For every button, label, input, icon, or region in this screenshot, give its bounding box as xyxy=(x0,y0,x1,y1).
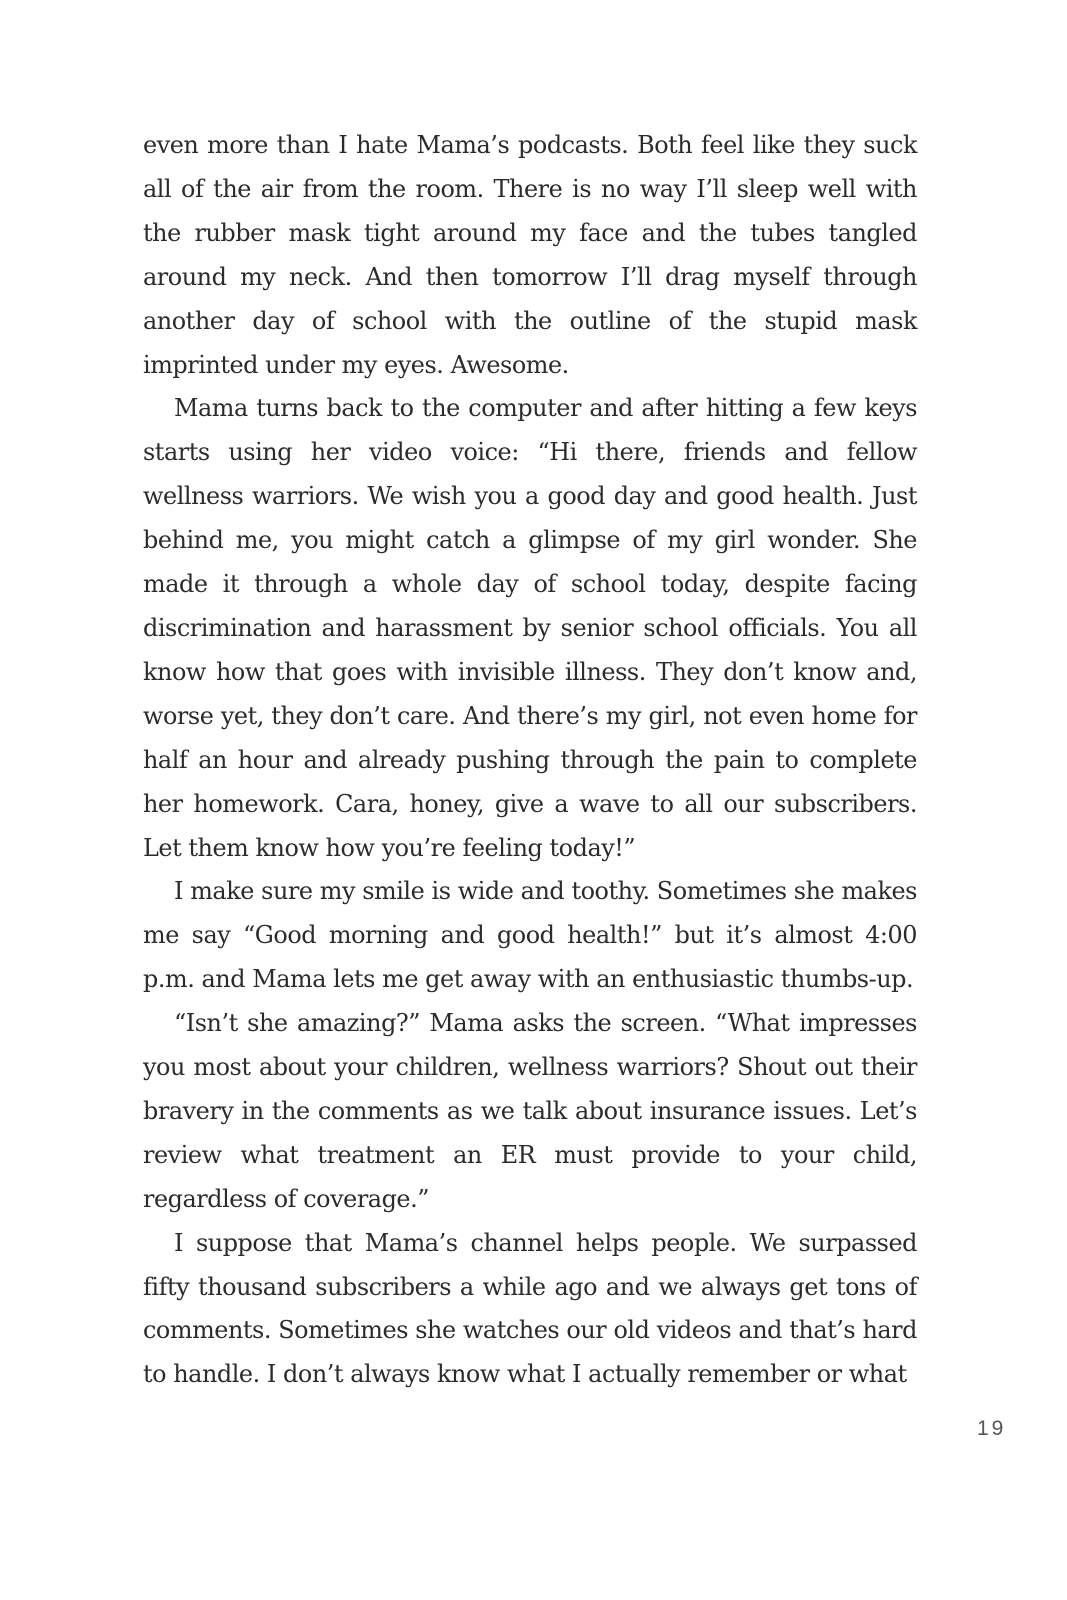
paragraph-2: Mama turns back to the computer and after hitting a few keys starts using her video voice: “Hi there, friends and fellow wellness warriors. We wish you a good day and good health. Just behind me, you might catch a glimpse of my girl wonder. She made it through a whole day of school today, despite facing discrimination and harassment by senior school officials. You all know how that goes with invisible illness. They don’t know and, worse yet, they don’t care. And there’s my girl, not even home for half an hour and already pushing through the pain to complete her homework. Cara, honey, give a wave to all our subscribers. Let them know how you’re feeling today!” xyxy=(143,394,917,862)
page-number: 19 xyxy=(977,1417,1007,1440)
body-text xyxy=(143,124,917,1397)
paragraph-3: I make sure my smile is wide and toothy. Sometimes she makes me say “Good morning and good health!” but it’s almost 4:00 p.m. and Mama lets me get away with an enthusiastic thumbs-up. xyxy=(143,877,917,994)
paragraph-5: I suppose that Mama’s channel helps people. We surpassed fifty thousand subscribers a while ago and we always get tons of comments. Sometimes she watches our old videos and that’s hard to handle. I don’t always know what I actually remember or what xyxy=(143,1228,917,1389)
paragraph-1: even more than I hate Mama’s podcasts. Both feel like they suck all of the air from the room. There is no way I’ll sleep well with the rubber mask tight around my face and the tubes tangled around my neck. And then tomorrow I’ll drag myself through another day of school with the outline of the stupid mask imprinted under my eyes. Awesome. xyxy=(143,131,917,379)
paragraph-4: “Isn’t she amazing?” Mama asks the screen. “What impresses you most about your children, wellness warriors? Shout out their bravery in the comments as we talk about insurance issues. Let’s review what treatment an ER must provide to your child, regardless of coverage.” xyxy=(143,1009,917,1213)
